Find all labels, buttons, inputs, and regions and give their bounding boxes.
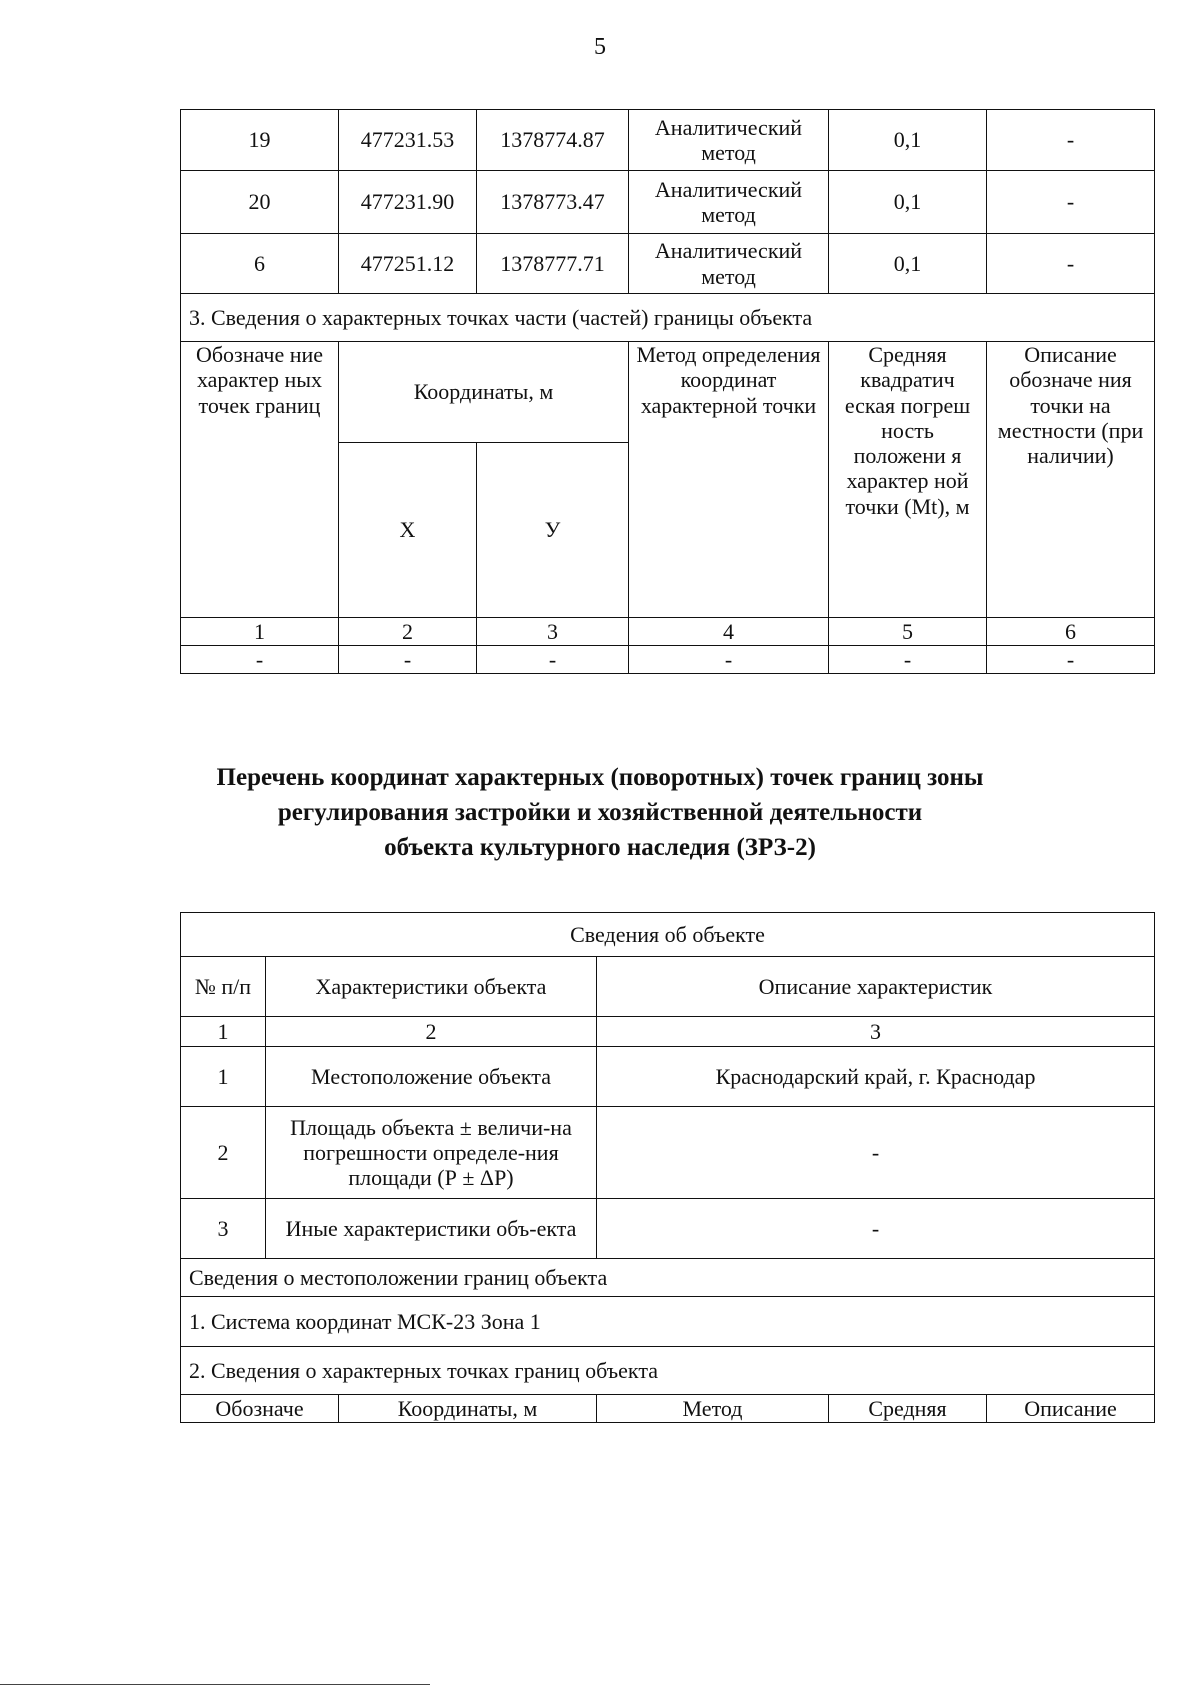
header-accuracy: Средняя [829, 1395, 987, 1423]
table-row [181, 171, 1155, 234]
header-point-label: Обозначе ние характер ных точек границ [181, 342, 339, 618]
header-point-label: Обозначе [181, 1395, 339, 1423]
empty-cell: - [629, 646, 829, 674]
partial-header-row [181, 1395, 1155, 1423]
empty-cell: - [339, 646, 477, 674]
row-number: 3 [181, 1199, 266, 1259]
empty-cell: - [181, 646, 339, 674]
description: - [987, 110, 1155, 171]
footer-divider [0, 1684, 430, 1685]
section-title: 3. Сведения о характерных точках части (частей) границы объекта [181, 294, 1155, 342]
column-number: 5 [829, 618, 987, 646]
header-coordinates: Координаты, м [339, 342, 629, 443]
accuracy: 0,1 [829, 171, 987, 234]
heading-line: регулирования застройки и хозяйственной деятельности [277, 799, 923, 826]
method: Аналитический метод [629, 110, 829, 171]
row-number: 1 [181, 1047, 266, 1107]
header-num: № п/п [181, 957, 266, 1017]
header-x: Х [339, 443, 477, 618]
coord-system: 1. Система координат МСК-23 Зона 1 [181, 1297, 1155, 1347]
column-number: 4 [629, 618, 829, 646]
table-row [181, 646, 1155, 674]
accuracy: 0,1 [829, 110, 987, 171]
characteristic: Площадь объекта ± величи-на погрешности определе-ния площади (Р ± ΔР) [266, 1107, 597, 1199]
header-description: Описание [987, 1395, 1155, 1423]
object-info-table [180, 912, 1155, 1423]
point-number: 20 [181, 171, 339, 234]
coordinate-y: 1378774.87 [477, 110, 629, 171]
header-y: У [477, 443, 629, 618]
header-coordinates: Координаты, м [339, 1395, 597, 1423]
coordinate-y: 1378773.47 [477, 171, 629, 234]
section-title: 2. Сведения о характерных точках границ объекта [181, 1347, 1155, 1395]
characteristic-value: - [597, 1199, 1155, 1259]
accuracy: 0,1 [829, 234, 987, 294]
header-description: Описание обозначе ния точки на местности (при наличии) [987, 342, 1155, 618]
table-row [181, 110, 1155, 171]
coordinate-y: 1378777.71 [477, 234, 629, 294]
header-accuracy: Средняя квадратич еская погреш ность положени я характер ной точки (Mt), м [829, 342, 987, 618]
characteristic-value: Краснодарский край, г. Краснодар [597, 1047, 1155, 1107]
table-title: Сведения об объекте [181, 913, 1155, 957]
column-number: 1 [181, 1017, 266, 1047]
row-number: 2 [181, 1107, 266, 1199]
column-numbers-row [181, 1017, 1155, 1047]
header-description: Описание характеристик [597, 957, 1155, 1017]
column-numbers-row [181, 618, 1155, 646]
empty-cell: - [829, 646, 987, 674]
point-number: 6 [181, 234, 339, 294]
empty-cell: - [987, 646, 1155, 674]
page-number: 5 [594, 34, 606, 60]
table-row [181, 1199, 1155, 1259]
location-title: Сведения о местоположении границ объекта [181, 1259, 1155, 1297]
column-number: 3 [477, 618, 629, 646]
coordinate-x: 477231.90 [339, 171, 477, 234]
characteristic: Иные характеристики объ-екта [266, 1199, 597, 1259]
table-row [181, 1047, 1155, 1107]
section-heading [0, 760, 1200, 865]
column-number: 2 [266, 1017, 597, 1047]
characteristic-value: - [597, 1107, 1155, 1199]
table-row [181, 1107, 1155, 1199]
column-number: 2 [339, 618, 477, 646]
characteristic: Местоположение объекта [266, 1047, 597, 1107]
empty-cell: - [477, 646, 629, 674]
heading-line: Перечень координат характерных (поворотных) точек границ зоны [216, 764, 984, 791]
coordinate-x: 477251.12 [339, 234, 477, 294]
heading-line: объекта культурного наследия (ЗРЗ-2) [384, 834, 816, 861]
coordinate-x: 477231.53 [339, 110, 477, 171]
point-number: 19 [181, 110, 339, 171]
boundary-points-table [180, 109, 1155, 674]
table-row [181, 234, 1155, 294]
description: - [987, 234, 1155, 294]
column-number: 6 [987, 618, 1155, 646]
column-number: 1 [181, 618, 339, 646]
method: Аналитический метод [629, 234, 829, 294]
method: Аналитический метод [629, 171, 829, 234]
header-characteristics: Характеристики объекта [266, 957, 597, 1017]
column-number: 3 [597, 1017, 1155, 1047]
header-method: Метод определения координат характерной точки [629, 342, 829, 618]
description: - [987, 171, 1155, 234]
header-method: Метод [597, 1395, 829, 1423]
